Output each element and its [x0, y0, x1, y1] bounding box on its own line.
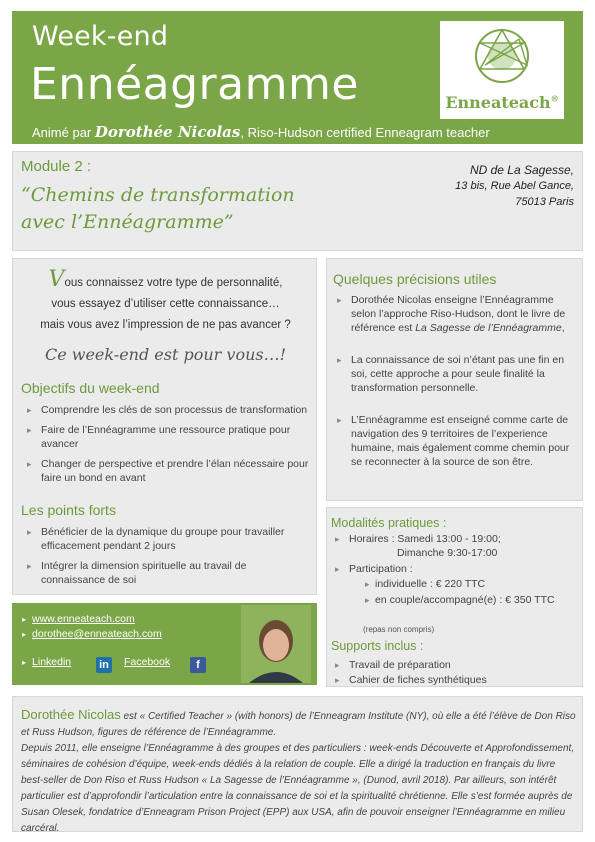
list-item: ▸ Comprendre les clés de son processus de transformation [21, 403, 311, 417]
bio-text [21, 707, 577, 837]
address-line: 13 bis, Rue Abel Gance, [455, 180, 574, 192]
list-item [329, 532, 579, 560]
registered-mark: ® [550, 93, 559, 104]
module-title-line1: “Chemins de transformation [21, 184, 295, 206]
subtitle [32, 123, 490, 141]
list-item: ▸ Faire de l’Ennéagramme une ressource pratique pour avancer [21, 423, 311, 451]
module-label: Module 2 : [21, 158, 92, 175]
portrait-photo [241, 605, 311, 683]
modalites-list [329, 532, 579, 609]
subtitle-prefix: Animé par [32, 125, 95, 140]
title-line1: Week-end [32, 21, 169, 52]
bio-p2: Depuis 2011, elle enseigne l’Ennéagramme à des groupes et des particuliers : week-ends Découverte et Approfondissement, séminaires de cohésion d’équipe, week-ends dédiés à la relation de couple. Elle a dirigé la traduction en français du livre best-seller de Don Riso et Russ Hudson « La Sagesse de l’Ennéagramme », (Dunod, avril 2018). Par ailleurs, son intérêt particulier est d’approfondir l’articulation entre la connaissance de soi et la spiritualité chrétienne. Elle s’est formée auprès de Susan Olesek, fondatrice d’Enneagram Prison Project (EPP) aux USA, afin de pouvoir enseigner l’Ennéagramme en milieu carcéral. [21, 743, 575, 834]
supports-title: Supports inclus : [331, 639, 424, 653]
repas-note: (repas non compris) [363, 625, 435, 634]
horaires-line1: ▸ Horaires : Samedi 13:00 - 19:00; [349, 533, 501, 545]
bullet-arrow-icon: ▸ [22, 615, 27, 624]
venue-address [334, 162, 574, 210]
facebook-link[interactable]: Facebook [124, 656, 171, 668]
address-line: 75013 Paris [515, 196, 574, 208]
intro-text [13, 269, 318, 336]
email-row [22, 628, 162, 640]
bio-name: Dorothée Nicolas [21, 707, 121, 722]
precision-text: Dorothée Nicolas enseigne l’Ennéagramme selon l’approche Riso-Hudson, dont le livre de référence est [351, 294, 566, 334]
precisions-title: Quelques précisions utiles [333, 271, 497, 287]
list-item: ▸ Cahier de fiches synthétiques [329, 673, 579, 687]
points-forts-title: Les points forts [21, 502, 116, 518]
email-link[interactable]: dorothee@enneateach.com [32, 628, 162, 640]
linkedin-link[interactable]: Linkedin [32, 656, 72, 668]
module-title-line2: avec l’Ennéagramme” [21, 211, 234, 233]
modalites-title: Modalités pratiques : [331, 516, 447, 530]
points-forts-list [21, 525, 311, 593]
address-line: ND de La Sagesse, [469, 163, 574, 177]
intro-line3: mais vous avez l’impression de ne pas avancer ? [40, 319, 291, 331]
module-title [21, 182, 321, 236]
bullet-arrow-icon: ▸ [22, 658, 27, 667]
website-row [22, 613, 135, 625]
objectifs-title: Objectifs du week-end [21, 380, 160, 396]
enneagram-icon [471, 23, 533, 89]
intro-line2: vous essayez d’utiliser cette connaissance… [51, 298, 280, 310]
contact-panel [12, 603, 317, 685]
list-item: ▸ La connaissance de soi n’étant pas une fin en soi, cette approche a pour seule finalité la transformation personnelle. [331, 353, 577, 395]
precision-punct: , [561, 322, 565, 334]
header-banner [12, 11, 583, 144]
subtitle-suffix: , Riso-Hudson certified Enneagram teacher [240, 125, 490, 140]
website-link[interactable]: www.enneateach.com [32, 613, 135, 625]
logo-wordmark: Enneateach [445, 93, 551, 112]
participation-label: ▸ Participation : [349, 563, 413, 575]
linkedin-icon[interactable]: in [96, 657, 112, 673]
list-item [331, 293, 577, 335]
list-item: ▸ Travail de préparation [329, 658, 579, 672]
list-item [329, 562, 579, 607]
precisions-list [331, 293, 577, 475]
list-item: ▸ Changer de perspective et prendre l’élan nécessaire pour faire un bond en avant [21, 457, 311, 485]
modalites-panel [326, 507, 583, 687]
title-line2: Ennéagramme [30, 59, 359, 110]
precisions-panel [326, 258, 583, 501]
facebook-icon[interactable]: f [190, 657, 206, 673]
module-panel [12, 151, 583, 251]
list-item: ▸ individuelle : € 220 TTC [363, 577, 579, 591]
list-item: ▸ en couple/accompagné(e) : € 350 TTC [363, 593, 579, 607]
list-item: ▸ Intégrer la dimension spirituelle au travail de connaissance de soi [21, 559, 311, 587]
horaires-line2: Dimanche 9:30-17:00 [397, 547, 498, 559]
linkedin-row [22, 656, 71, 668]
tagline: Ce week-end est pour vous…! [44, 345, 287, 364]
intro-initial: V [48, 267, 65, 292]
supports-list [329, 658, 579, 693]
bio-p1: est « Certified Teacher » (with honors) de l’Enneagram Institute (NY), où elle a été l’élève de Don Riso et Russ Hudson, figures de référence de l’Ennéagramme. [21, 711, 576, 738]
person-portrait-icon [241, 605, 311, 683]
bio-panel [12, 696, 583, 832]
list-item: ▸ L’Ennéagramme est enseigné comme carte de navigation des 9 territoires de l’experience humaine, mais également comme chemin pour se reconnecter à la source de son être. [331, 413, 577, 469]
bullet-arrow-icon: ▸ [22, 630, 27, 639]
subtitle-name: Dorothée Nicolas [94, 123, 241, 141]
objectifs-list [21, 403, 311, 491]
facebook-row [124, 656, 170, 668]
intro-line1: ous connaissez votre type de personnalité, [64, 277, 283, 289]
list-item: ▸ Bénéficier de la dynamique du groupe pour travailler efficacement pendant 2 jours [21, 525, 311, 553]
left-panel [12, 258, 317, 595]
enneateach-logo [440, 21, 564, 119]
participation-list [349, 577, 579, 607]
logo-text [444, 93, 560, 112]
book-title: La Sagesse de l’Ennéagramme [415, 322, 562, 334]
